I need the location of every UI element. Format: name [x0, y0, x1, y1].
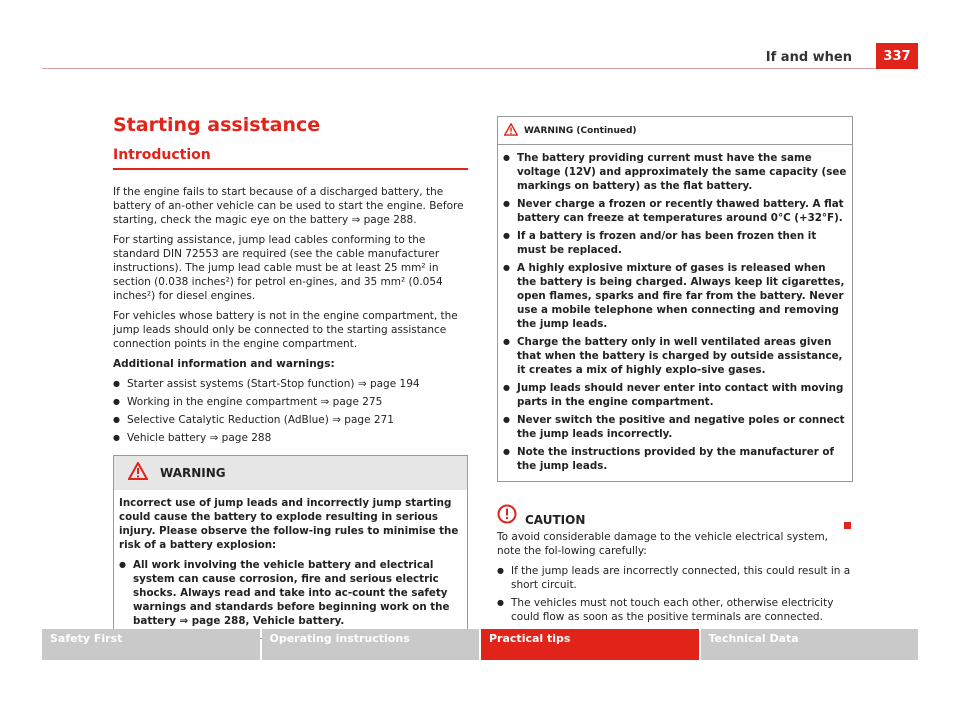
right-column [497, 116, 853, 628]
warning-item: ● Never charge a frozen or recently thawed battery. A flat battery can freeze at temperatures around 0°C (+32°F). [503, 197, 847, 225]
left-column [113, 114, 468, 639]
warning-item: ● Note the instructions provided by the manufacturer of the jump leads. [503, 445, 847, 473]
warning-header [114, 456, 467, 490]
warning-item: ● If a battery is frozen and/or has been frozen then it must be replaced. [503, 229, 847, 257]
info-link-start-stop[interactable]: ● Starter assist systems (Start-Stop function) ⇒ page 194 [113, 377, 468, 391]
end-of-section-marker [844, 522, 851, 529]
tab-technical-data[interactable]: Technical Data [701, 629, 919, 660]
page-number-badge: 337 [876, 43, 918, 69]
section-subtitle: Introduction [113, 147, 468, 170]
caution-header [497, 504, 853, 528]
footer-nav [42, 629, 918, 660]
tab-safety-first[interactable]: Safety First [42, 629, 260, 660]
info-link-vehicle-battery[interactable]: ● Vehicle battery ⇒ page 288 [113, 431, 468, 445]
caution-body [497, 530, 853, 624]
intro-paragraph: If the engine fails to start because of a discharged battery, the battery of an-other vehicle can be used to start the engine. Before starting, check the magic eye on the battery ⇒ page 288. [113, 186, 464, 226]
warning-item: ● The battery providing current must have the same voltage (12V) and approximately the same capacity (see markings on battery) as the flat battery. [503, 151, 847, 193]
connection-points-paragraph: For vehicles whose battery is not in the engine compartment, the jump leads should only be connected to the starting assistance connection points in the engine compartment. [113, 310, 458, 350]
warning-continued-label: WARNING (Continued) [524, 125, 637, 136]
info-heading: Additional information and warnings: [113, 358, 335, 370]
warning-intro: Incorrect use of jump leads and incorrectly jump starting could cause the battery to explode resulting in serious injury. Please observe the follow-ing rules to minimise the risk of a battery explosion: [119, 497, 459, 551]
section-title: Starting assistance [113, 114, 321, 136]
warning-item: ● Charge the battery only in well ventilated areas given that when the battery is charged by outside assistance, it creates a mix of highly explo-sive gases. [503, 335, 847, 377]
header-rule [42, 68, 876, 69]
warning-label: WARNING [160, 466, 226, 480]
jump-lead-paragraph: For starting assistance, jump lead cables conforming to the standard DIN 72553 are required (see the cable manufacturer instructions). The jump lead cable must be at least 25 mm² in section (0.038 inches²) for petrol en-gines, and 35 mm² (0.054 inches²) for diesel engines. [113, 234, 443, 302]
warning-continued-header [498, 117, 852, 145]
caution-section [497, 504, 853, 624]
warning-body [114, 490, 467, 638]
tab-practical-tips[interactable]: Practical tips [481, 629, 699, 660]
warning-item: ● Jump leads should never enter into contact with moving parts in the engine compartment. [503, 381, 847, 409]
caution-label: CAUTION [525, 513, 586, 527]
running-header-title: If and when [765, 50, 852, 65]
caution-icon [497, 504, 517, 528]
tab-operating-instructions[interactable]: Operating instructions [262, 629, 480, 660]
warning-box [113, 455, 468, 639]
info-link-adblue[interactable]: ● Selective Catalytic Reduction (AdBlue) ⇒ page 271 [113, 413, 468, 427]
caution-item: ● The vehicles must not touch each other, otherwise electricity could flow as soon as the positive terminals are connected. [497, 596, 853, 624]
caution-item: ● If the jump leads are incorrectly connected, this could result in a short circuit. [497, 564, 853, 592]
warning-continued-body [498, 145, 852, 481]
warning-item: ● Never switch the positive and negative poles or connect the jump leads incorrectly. [503, 413, 847, 441]
caution-intro: To avoid considerable damage to the vehicle electrical system, note the fol-lowing carefully: [497, 531, 829, 557]
warning-item: ● All work involving the vehicle battery and electrical system can cause corrosion, fire and serious electric shocks. Always read and take into ac-count the safety warnings and standards before beginning work on the battery ⇒ page 288, Vehicle battery. [119, 558, 461, 628]
warning-triangle-icon [128, 462, 148, 484]
info-link-engine-compartment[interactable]: ● Working in the engine compartment ⇒ page 275 [113, 395, 468, 409]
warning-continued-box [497, 116, 853, 482]
warning-triangle-icon [504, 121, 518, 140]
warning-item: ● A highly explosive mixture of gases is released when the battery is being charged. Always keep lit cigarettes, open flames, sparks and fire far from the battery. Never use a mobile telephone when connecting and removing the jump leads. [503, 261, 847, 331]
